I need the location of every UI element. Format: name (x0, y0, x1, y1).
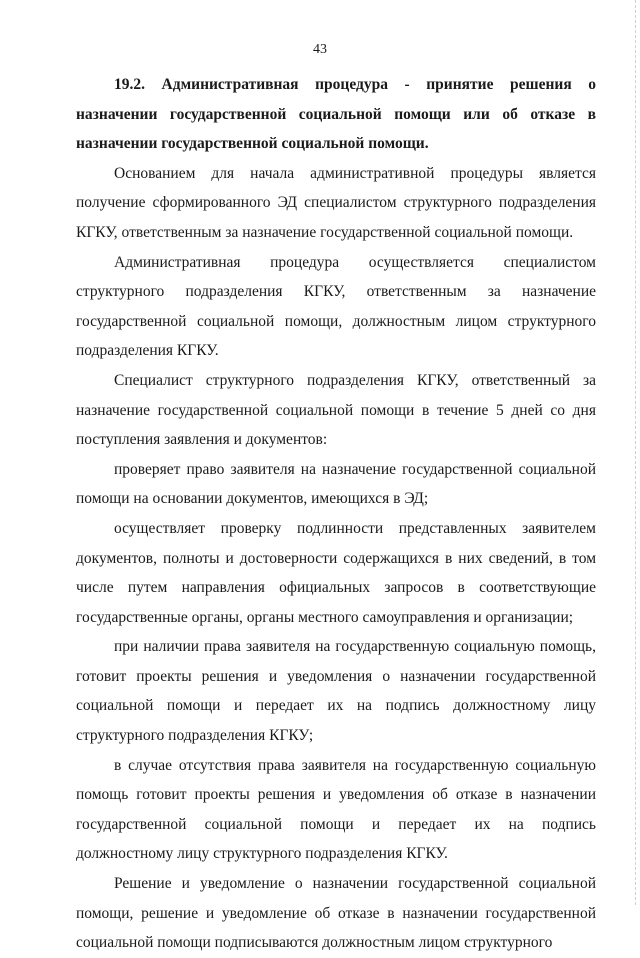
paragraph-signing: Решение и уведомление о назначении государственной социальной помощи, решение и уведомление об отказе в назначении государственной социальной помощи подписываются должностным лицом структурного (76, 875, 596, 952)
paragraph-specialist: Специалист структурного подразделения КГКУ, ответственный за назначение государственной социальной помощи в течение 5 дней со дня поступления заявления и документов: (76, 371, 596, 449)
document-body (76, 70, 596, 958)
paragraph-verifies-documents: осуществляет проверку подлинности представленных заявителем документов, полноты и достоверности содержащихся в них сведений, в том числе путем направления официальных запросов в соответствующие государственные органы, органы местного самоуправления и организации; (76, 519, 596, 626)
page-number: 43 (313, 42, 327, 57)
paragraph-prepares-approval: при наличии права заявителя на государственную социальную помощь, готовит проекты решения и уведомления о назначении государственной социальной помощи и передает их на подпись должностному лицу структурного подразделения КГКУ; (76, 638, 596, 745)
section-heading: 19.2. Административная процедура - принятие решения о назначении государственной социальной помощи или об отказе в назначении государственной социальной помощи. (76, 76, 596, 153)
paragraph-checks-right: проверяет право заявителя на назначение государственной социальной помощи на основании документов, имеющихся в ЭД; (76, 460, 596, 508)
scan-edge-line (634, 0, 636, 905)
paragraph-executor: Административная процедура осуществляется специалистом структурного подразделения КГКУ, ответственным за назначение государственной социальной помощи, должностным лицом структурного подразделения КГКУ. (76, 253, 596, 360)
paragraph-basis: Основанием для начала административной процедуры является получение сформированного ЭД специалистом структурного подразделения КГКУ, ответственным за назначение государственной социальной помощи. (76, 164, 596, 241)
paragraph-prepares-refusal: в случае отсутствия права заявителя на государственную социальную помощь готовит проекты решения и уведомления об отказе в назначении государственной социальной помощи и передает их на подпись должностному лицу структурного подразделения КГКУ. (76, 756, 596, 863)
